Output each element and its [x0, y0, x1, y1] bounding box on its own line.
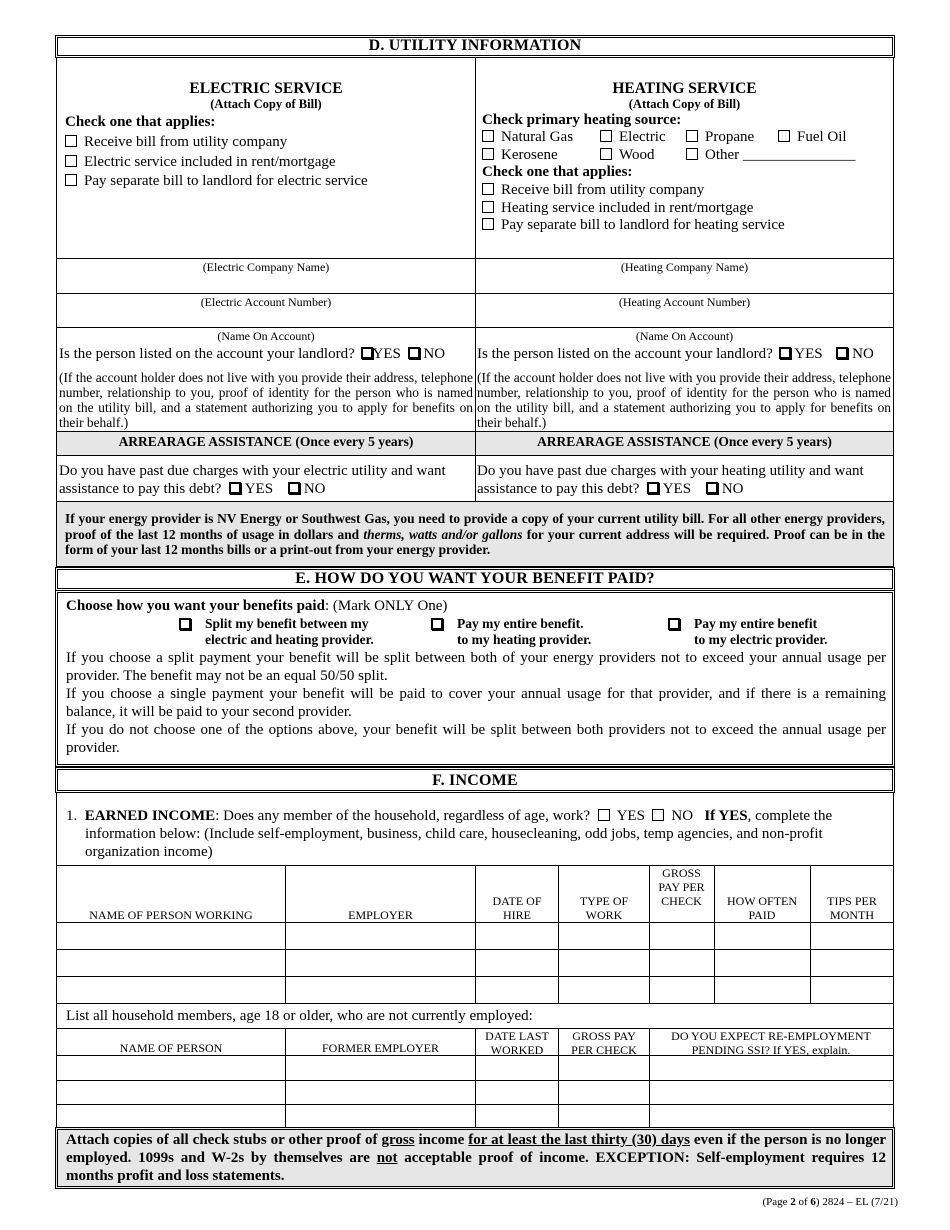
heating-landlord-yes-checkbox[interactable]	[779, 347, 791, 359]
electric-arrearage-no-checkbox[interactable]	[288, 482, 300, 494]
checkbox[interactable]	[482, 148, 494, 160]
benefit-electric-checkbox[interactable]	[668, 618, 680, 630]
checkbox[interactable]	[482, 130, 494, 142]
heating-source-natural-gas[interactable]: Natural Gas	[482, 129, 573, 146]
checkbox[interactable]	[686, 148, 698, 160]
unemployed-header-former-employer: FORMER EMPLOYER	[321, 1041, 440, 1055]
heating-source-electric[interactable]: Electric	[600, 129, 666, 146]
electric-account-number-field[interactable]: (Electric Account Number)	[200, 295, 332, 309]
unemployed-header-reemployment: DO YOU EXPECT RE-EMPLOYMENT PENDING SSI? If YES, explain.	[671, 1029, 871, 1057]
heating-source-fuel-oil[interactable]: Fuel Oil	[778, 129, 847, 146]
electric-option-1[interactable]: Receive bill from utility company	[65, 134, 287, 151]
heating-service-heading: HEATING SERVICE	[612, 80, 757, 97]
checkbox[interactable]	[482, 183, 494, 195]
heating-landlord-no-checkbox[interactable]	[836, 347, 848, 359]
earned-header-tips-per-month: TIPS PER MONTH	[827, 894, 877, 922]
checkbox[interactable]	[778, 130, 790, 142]
checkbox[interactable]	[65, 174, 77, 186]
earned-income-yes-checkbox[interactable]	[598, 809, 610, 821]
earned-header-name: NAME OF PERSON WORKING	[89, 908, 253, 922]
heating-arrearage-question: Do you have past due charges with your heating utility and want assistance to pay this debt? YES NO	[477, 463, 864, 497]
heating-source-kerosene[interactable]: Kerosene	[482, 147, 558, 164]
table-row[interactable]	[57, 950, 893, 976]
energy-provider-notice: If your energy provider is NV Energy or Southwest Gas, you need to provide a copy of your current utility bill. For all other energy providers, proof of the last 12 months of usage in dollars and therms, watts and/or gallons for your current address will be required. Proof can be in the form of your last 12 months bills or a print-out from your energy provider.	[65, 511, 885, 557]
electric-landlord-no-checkbox[interactable]	[408, 347, 420, 359]
benefit-option-electric[interactable]: Pay my entire benefit to my electric provider.	[668, 616, 827, 648]
heating-company-name-field[interactable]: (Heating Company Name)	[620, 260, 749, 274]
earned-income-no-checkbox[interactable]	[652, 809, 664, 821]
heating-account-holder-note: (If the account holder does not live with you provide their address, telephone number, relationship to you, proof of identity for the person who is named on the utility bill, and a statement authorizing you to apply for benefits on their behalf.)	[477, 370, 891, 430]
section-f-title: F. INCOME	[432, 772, 518, 789]
heating-option-2[interactable]: Heating service included in rent/mortgage	[482, 200, 753, 217]
heating-check-label: Check one that applies:	[482, 164, 633, 180]
electric-option-2[interactable]: Electric service included in rent/mortgage	[65, 154, 336, 171]
table-row[interactable]	[57, 1105, 893, 1128]
heating-arrearage-yes-checkbox[interactable]	[647, 482, 659, 494]
earned-header-date-of-hire: DATE OF HIRE	[492, 894, 542, 922]
page-footer: (Page 2 of 6) 2824 – EL (7/21)	[762, 1196, 898, 1208]
benefit-option-heating[interactable]: Pay my entire benefit. to my heating provider.	[431, 616, 591, 648]
heating-account-number-field[interactable]: (Heating Account Number)	[618, 295, 751, 309]
heating-source-other[interactable]: Other _______________	[686, 147, 855, 164]
checkbox[interactable]	[482, 218, 494, 230]
heating-arrearage-title: ARREARAGE ASSISTANCE (Once every 5 years)	[537, 434, 832, 449]
heating-landlord-question: Is the person listed on the account your landlord? YES NO	[477, 346, 874, 362]
benefit-option-split[interactable]: Split my benefit between my electric and heating provider.	[179, 616, 374, 648]
benefit-choice-label: Choose how you want your benefits paid: (Mark ONLY One)	[66, 598, 448, 614]
heating-source-propane[interactable]: Propane	[686, 129, 754, 146]
electric-option-3[interactable]: Pay separate bill to landlord for electric service	[65, 173, 368, 190]
table-row[interactable]	[57, 923, 893, 949]
heating-option-1[interactable]: Receive bill from utility company	[482, 182, 704, 199]
table-row[interactable]	[57, 1081, 893, 1104]
earned-header-how-often-paid: HOW OFTEN PAID	[726, 894, 798, 922]
unemployed-members-label: List all household members, age 18 or older, who are not currently employed:	[66, 1008, 533, 1024]
earned-header-type-of-work: TYPE OF WORK	[579, 894, 629, 922]
checkbox[interactable]	[65, 135, 77, 147]
heating-attach-note: (Attach Copy of Bill)	[628, 97, 741, 111]
heating-option-3[interactable]: Pay separate bill to landlord for heating service	[482, 217, 785, 234]
electric-attach-note: (Attach Copy of Bill)	[210, 97, 322, 111]
electric-check-label: Check one that applies:	[65, 114, 216, 130]
earned-header-gross-pay: GROSS PAY PER CHECK	[658, 866, 705, 908]
checkbox[interactable]	[600, 130, 612, 142]
section-d-title: D. UTILITY INFORMATION	[368, 37, 582, 54]
earned-income-question: 1. EARNED INCOME: Does any member of the household, regardless of age, work? YES NO If YES, complete the information below: (Include self-employment, business, child care, housecleaning, odd jobs, temp agencies, and non-profit organization income)	[66, 808, 833, 860]
table-row[interactable]	[57, 1056, 893, 1080]
section-e-title: E. HOW DO YOU WANT YOUR BENEFIT PAID?	[295, 570, 655, 587]
checkbox[interactable]	[600, 148, 612, 160]
electric-landlord-question: Is the person listed on the account your landlord? YES NO	[59, 346, 446, 362]
electric-account-holder-note: (If the account holder does not live with you provide their address, telephone number, relationship to you, proof of identity for the person who is named on the utility bill, and a statement authorizing you to apply for benefits on their behalf.)	[59, 370, 473, 430]
benefit-paragraphs: If you choose a split payment your benefit will be split between both of your energy providers not to exceed your annual usage per provider. The benefit may not be an equal 50/50 split. If you choose a single payment your benefit will be paid to cover your annual usage for that provider, and if there is a remaining balance, it will be paid to your second provider. If you do not choose one of the options above, your benefit will be split between both providers not to exceed the annual usage per provider.	[66, 650, 886, 756]
electric-name-on-account-field[interactable]: (Name On Account)	[217, 329, 315, 343]
electric-landlord-yes-checkbox[interactable]	[361, 347, 373, 359]
benefit-heating-checkbox[interactable]	[431, 618, 443, 630]
checkbox[interactable]	[65, 155, 77, 167]
unemployed-header-name: NAME OF PERSON	[119, 1041, 223, 1055]
checkbox[interactable]	[482, 201, 494, 213]
electric-arrearage-question: Do you have past due charges with your electric utility and want assistance to pay this debt? YES NO	[59, 463, 446, 497]
income-proof-note: Attach copies of all check stubs or other proof of gross income for at least the last thirty (30) days even if the person is no longer employed. 1099s and W-2s by themselves are not acceptable proof of income. EXCEPTION: Self-employment requires 12 months profit and loss statements.	[66, 1132, 887, 1184]
electric-service-heading: ELECTRIC SERVICE	[189, 80, 343, 97]
unemployed-header-date-last-worked: DATE LAST WORKED	[485, 1029, 549, 1057]
heating-name-on-account-field[interactable]: (Name On Account)	[635, 329, 734, 343]
checkbox[interactable]	[686, 130, 698, 142]
table-row[interactable]	[57, 977, 893, 1003]
heating-source-wood[interactable]: Wood	[600, 147, 654, 164]
electric-arrearage-yes-checkbox[interactable]	[229, 482, 241, 494]
unemployed-header-gross-pay: GROSS PAY PER CHECK	[571, 1029, 637, 1057]
heating-primary-label: Check primary heating source:	[482, 112, 682, 128]
heating-arrearage-no-checkbox[interactable]	[706, 482, 718, 494]
electric-company-name-field[interactable]: (Electric Company Name)	[202, 260, 330, 274]
electric-arrearage-title: ARREARAGE ASSISTANCE (Once every 5 years)	[118, 434, 414, 449]
benefit-split-checkbox[interactable]	[179, 618, 191, 630]
earned-header-employer: EMPLOYER	[348, 908, 413, 922]
